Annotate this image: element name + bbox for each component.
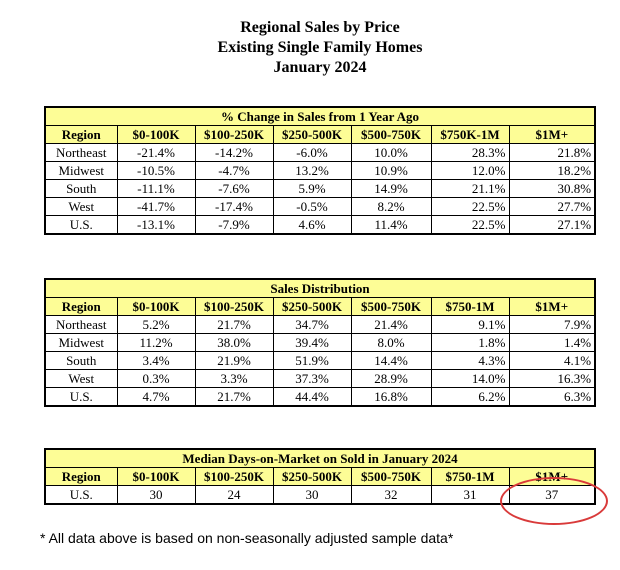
value-cell: 4.1% [509,352,595,370]
value-cell: 6.3% [509,388,595,407]
value-cell: 21.7% [195,316,273,334]
value-cell: 16.3% [509,370,595,388]
value-cell: 30.8% [509,180,595,198]
table-caption-row [45,107,595,126]
value-cell: 32 [351,486,431,505]
region-cell: Midwest [45,162,117,180]
column-header: $250-500K [273,468,351,486]
column-header: $500-750K [351,126,431,144]
value-cell: 24 [195,486,273,505]
table-row [45,144,595,162]
table-row [45,352,595,370]
column-header: $1M+ [509,468,595,486]
value-cell: 34.7% [273,316,351,334]
table-caption: Sales Distribution [45,279,595,298]
median-days-table [44,448,596,505]
value-cell: 5.9% [273,180,351,198]
region-cell: Midwest [45,334,117,352]
table-header-row [45,126,595,144]
value-cell: -17.4% [195,198,273,216]
value-cell: 38.0% [195,334,273,352]
column-header: $1M+ [509,298,595,316]
value-cell: 27.7% [509,198,595,216]
value-cell: 30 [117,486,195,505]
column-header: $100-250K [195,126,273,144]
table-row [45,370,595,388]
value-cell: 7.9% [509,316,595,334]
column-header: $250-500K [273,298,351,316]
value-cell: 3.4% [117,352,195,370]
value-cell: -0.5% [273,198,351,216]
title-line-1: Regional Sales by Price [240,19,400,36]
value-cell: -11.1% [117,180,195,198]
value-cell: -7.9% [195,216,273,235]
value-cell: -7.6% [195,180,273,198]
column-header: $250-500K [273,126,351,144]
value-cell: 28.9% [351,370,431,388]
value-cell: 51.9% [273,352,351,370]
value-cell: 44.4% [273,388,351,407]
table-caption: Median Days-on-Market on Sold in January 2024 [45,449,595,468]
value-cell: 8.2% [351,198,431,216]
column-header: Region [45,468,117,486]
table-row [45,486,595,505]
value-cell: 27.1% [509,216,595,235]
value-cell: 16.8% [351,388,431,407]
table-row [45,216,595,235]
value-cell: 14.9% [351,180,431,198]
column-header: Region [45,126,117,144]
table-row [45,180,595,198]
region-cell: Northeast [45,316,117,334]
value-cell: 21.7% [195,388,273,407]
value-cell: -4.7% [195,162,273,180]
value-cell: 39.4% [273,334,351,352]
value-cell: 4.3% [431,352,509,370]
region-cell: West [45,370,117,388]
column-header: $100-250K [195,468,273,486]
value-cell: 10.9% [351,162,431,180]
column-header: $500-750K [351,468,431,486]
table-row [45,388,595,407]
region-cell: Northeast [45,144,117,162]
footnote: * All data above is based on non-seasonally adjusted sample data* [40,530,454,546]
value-cell: 4.6% [273,216,351,235]
value-cell: 31 [431,486,509,505]
value-cell: 8.0% [351,334,431,352]
table-header-row [45,298,595,316]
sales-distribution-table [44,278,596,407]
value-cell: 21.8% [509,144,595,162]
value-cell: 6.2% [431,388,509,407]
column-header: $500-750K [351,298,431,316]
value-cell: 18.2% [509,162,595,180]
table-row [45,316,595,334]
value-cell: 11.4% [351,216,431,235]
value-cell: 22.5% [431,198,509,216]
column-header: $0-100K [117,298,195,316]
region-cell: U.S. [45,216,117,235]
value-cell: -21.4% [117,144,195,162]
region-cell: U.S. [45,486,117,505]
table-row [45,198,595,216]
column-header: $750-1M [431,298,509,316]
column-header: Region [45,298,117,316]
value-cell: 37.3% [273,370,351,388]
table-row [45,162,595,180]
value-cell: 0.3% [117,370,195,388]
value-cell: -14.2% [195,144,273,162]
column-header: $750K-1M [431,126,509,144]
value-cell: 12.0% [431,162,509,180]
region-cell: U.S. [45,388,117,407]
value-cell: 5.2% [117,316,195,334]
value-cell: 9.1% [431,316,509,334]
column-header: $0-100K [117,468,195,486]
value-cell: 10.0% [351,144,431,162]
value-cell: 14.0% [431,370,509,388]
column-header: $0-100K [117,126,195,144]
value-cell: 21.1% [431,180,509,198]
value-cell: 30 [273,486,351,505]
value-cell: 21.4% [351,316,431,334]
column-header: $100-250K [195,298,273,316]
table-header-row [45,468,595,486]
table-caption-row [45,449,595,468]
table-row [45,334,595,352]
report-title [0,18,620,78]
table-caption-row [45,279,595,298]
value-cell: -10.5% [117,162,195,180]
value-cell: 28.3% [431,144,509,162]
value-cell: -13.1% [117,216,195,235]
value-cell: 1.4% [509,334,595,352]
value-cell: 22.5% [431,216,509,235]
value-cell: 4.7% [117,388,195,407]
region-cell: West [45,198,117,216]
value-cell: 11.2% [117,334,195,352]
value-cell: 14.4% [351,352,431,370]
table-caption: % Change in Sales from 1 Year Ago [45,107,595,126]
column-header: $750-1M [431,468,509,486]
column-header: $1M+ [509,126,595,144]
region-cell: South [45,352,117,370]
value-cell: -6.0% [273,144,351,162]
title-line-3: January 2024 [273,59,367,76]
pct-change-table [44,106,596,235]
value-cell: -41.7% [117,198,195,216]
title-line-2: Existing Single Family Homes [217,39,423,56]
value-cell: 37 [509,486,595,505]
region-cell: South [45,180,117,198]
value-cell: 1.8% [431,334,509,352]
value-cell: 21.9% [195,352,273,370]
value-cell: 13.2% [273,162,351,180]
value-cell: 3.3% [195,370,273,388]
